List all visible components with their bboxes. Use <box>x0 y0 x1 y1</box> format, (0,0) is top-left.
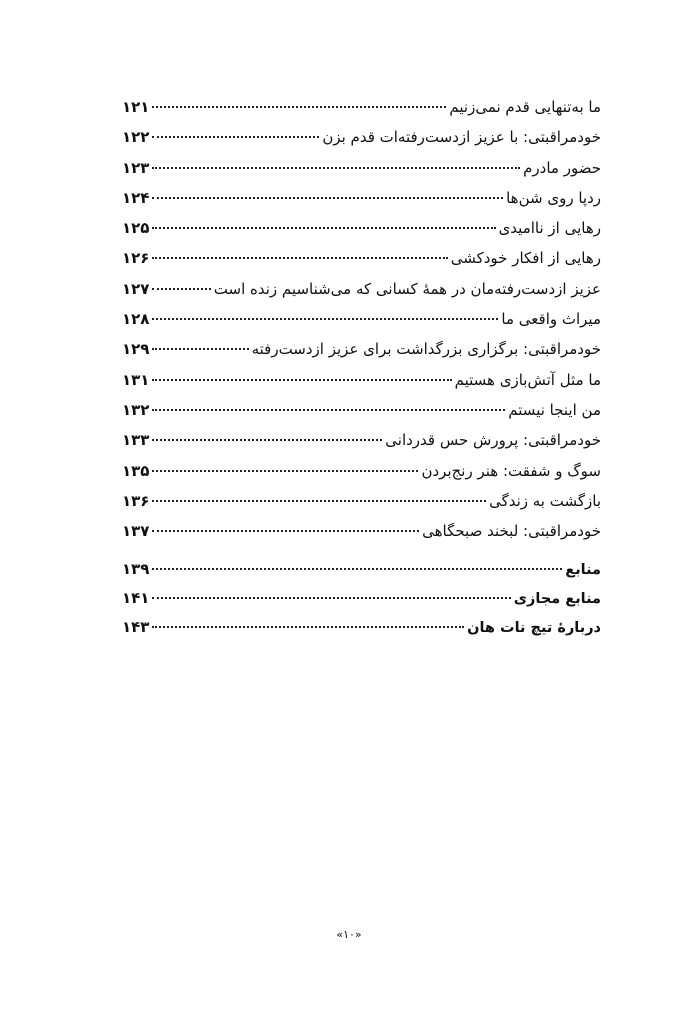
toc-entry-page: ۱۳۳ <box>122 431 150 450</box>
toc-entry-title: حضور مادرم <box>523 158 601 177</box>
toc-entry-page: ۱۲۷ <box>122 279 150 298</box>
toc-entry-title: دربارهٔ تیچ نات هان <box>467 620 601 637</box>
table-of-contents <box>122 92 601 641</box>
toc-entry-title: ما مثل آتش‌بازی هستیم <box>454 370 601 389</box>
toc-entry-title: خودمراقبتی: برگزاری بزرگداشت برای عزیز ازدست‌رفته <box>251 340 601 359</box>
toc-entry[interactable] <box>122 243 601 273</box>
toc-entry-page: ۱۲۱ <box>122 98 150 116</box>
toc-entry-page: ۱۲۶ <box>122 249 150 268</box>
toc-entry-page: ۱۴۳ <box>122 618 150 637</box>
toc-entry-title: رهایی از افکار خودکشی <box>450 249 601 268</box>
dot-leader <box>152 500 486 502</box>
toc-entry-page: ۱۳۷ <box>122 522 150 541</box>
toc-main-entry[interactable] <box>122 554 601 583</box>
toc-entry-title: بازگشت به زندگی <box>489 491 601 510</box>
toc-entry-title: منابع <box>565 562 601 579</box>
toc-entry[interactable] <box>122 122 601 152</box>
dot-leader <box>152 257 447 259</box>
dot-leader <box>152 227 495 229</box>
toc-entry-title: میراث واقعی ما <box>501 310 601 329</box>
dot-leader <box>152 318 498 320</box>
toc-entry-title: خودمراقبتی: با عزیز ازدست‌رفته‌ات قدم بزن <box>322 128 601 147</box>
toc-entry-page: ۱۳۲ <box>122 400 150 419</box>
toc-entry[interactable] <box>122 456 601 486</box>
page-number: «۱۰» <box>336 928 362 941</box>
toc-entry-page: ۱۲۵ <box>122 219 150 238</box>
toc-entry-page: ۱۲۴ <box>122 188 150 207</box>
toc-entry-page: ۱۲۹ <box>122 340 150 359</box>
toc-entry-title: خودمراقبتی: پرورش حس قدردانی <box>385 431 601 450</box>
toc-entry-page: ۱۴۱ <box>122 589 150 608</box>
toc-entry[interactable] <box>122 516 601 546</box>
toc-entry[interactable] <box>122 153 601 183</box>
dot-leader <box>152 530 419 532</box>
toc-entry[interactable] <box>122 92 601 122</box>
toc-entry[interactable] <box>122 304 601 334</box>
dot-leader <box>152 626 464 628</box>
dot-leader <box>152 439 382 441</box>
toc-entry-title: عزیز ازدست‌رفته‌مان در همهٔ کسانی که می‌شناسیم زنده است <box>213 279 601 298</box>
toc-entry[interactable] <box>122 274 601 304</box>
dot-leader <box>152 379 451 381</box>
toc-entry-title: من اینجا نیستم <box>508 400 601 419</box>
section-gap <box>122 546 601 554</box>
dot-leader <box>152 197 503 199</box>
toc-entry-title: ردپا روی شن‌ها <box>506 188 601 207</box>
toc-entry-title: خودمراقبتی: لبخند صبحگاهی <box>422 522 601 541</box>
dot-leader <box>152 597 510 599</box>
toc-entry-page: ۱۳۹ <box>122 560 150 579</box>
dot-leader <box>152 136 319 138</box>
toc-entry-title: رهایی از ناامیدی <box>498 219 601 238</box>
dot-leader <box>152 470 418 472</box>
toc-entry[interactable] <box>122 395 601 425</box>
toc-entry[interactable] <box>122 486 601 516</box>
dot-leader <box>152 106 446 108</box>
toc-entry[interactable] <box>122 334 601 364</box>
toc-main-entry[interactable] <box>122 612 601 641</box>
toc-entry-page: ۱۲۸ <box>122 310 150 329</box>
dot-leader <box>152 568 562 570</box>
toc-entry-page: ۱۲۳ <box>122 158 150 177</box>
dot-leader <box>152 409 505 411</box>
toc-entry-page: ۱۳۶ <box>122 491 150 510</box>
toc-entry[interactable] <box>122 365 601 395</box>
toc-entry-title: سوگ و شفقت: هنر رنج‌بردن <box>421 461 601 480</box>
toc-entry[interactable] <box>122 183 601 213</box>
toc-entry-page: ۱۳۱ <box>122 370 150 389</box>
dot-leader <box>152 167 520 169</box>
toc-entry-title: ما به‌تنهایی قدم نمی‌زنیم <box>449 98 601 116</box>
dot-leader <box>152 348 248 350</box>
toc-main-entry[interactable] <box>122 583 601 612</box>
toc-entry-page: ۱۳۵ <box>122 461 150 480</box>
toc-entry-title: منابع مجازی <box>513 591 601 608</box>
toc-entry[interactable] <box>122 213 601 243</box>
toc-entry-page: ۱۲۲ <box>122 128 150 147</box>
dot-leader <box>152 288 210 290</box>
toc-entry[interactable] <box>122 425 601 455</box>
